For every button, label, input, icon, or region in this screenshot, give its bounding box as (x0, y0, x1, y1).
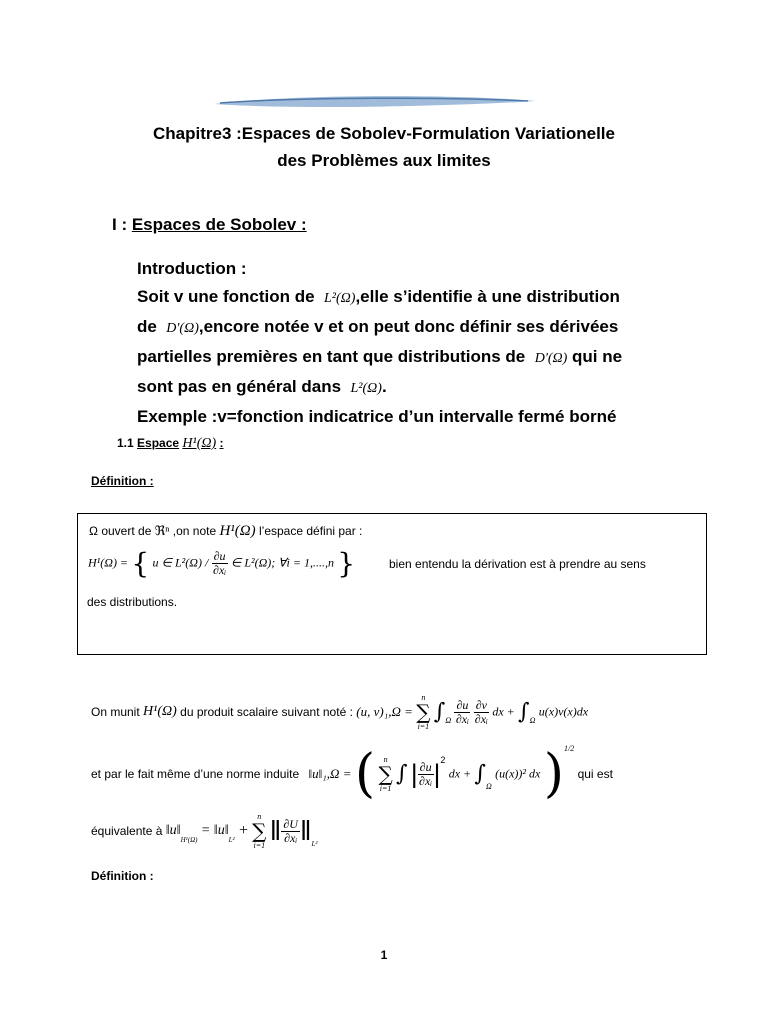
abs-bar: | (433, 758, 441, 789)
frac-numerator: ∂U (283, 816, 298, 831)
introduction-block (137, 255, 697, 431)
intro-line-4 (137, 373, 697, 403)
dx-plus: dx + (448, 766, 472, 781)
frac-denominator: ∂xᵢ (455, 711, 470, 726)
box-line-1 (89, 523, 362, 540)
text: équivalente à (91, 824, 163, 838)
right-brace: } (337, 547, 356, 580)
exponent-half: 1/2 (563, 744, 575, 754)
dx-plus: dx + (492, 704, 515, 719)
math-rn: ℜⁿ (154, 523, 170, 538)
formula-set: u ∈ L²(Ω) / (152, 555, 209, 570)
chapter-title-line2: des Problèmes aux limites (277, 151, 491, 170)
intro-line-1 (137, 283, 697, 313)
intro-text: ,encore notée v et on peut donc définir ses dérivées (198, 317, 619, 336)
frac-denominator: ∂xᵢ (213, 563, 227, 577)
introduction-heading: Introduction : (137, 259, 247, 278)
partial-v (474, 699, 489, 726)
plus-sign: + (238, 822, 249, 839)
sum-upper: n (421, 693, 426, 702)
integral-domain: Ω (445, 716, 452, 726)
norm-term2: (u(x))² dx (495, 766, 541, 781)
norm-sub-h1: H¹(Ω) (180, 836, 198, 845)
partial-u (454, 699, 470, 726)
right-paren: ) (543, 744, 564, 804)
intro-text: de (137, 317, 157, 336)
text: du produit scalaire suivant noté : (180, 705, 353, 719)
norm-symbol: ‖u‖ (165, 823, 181, 838)
frac-numerator: ∂u (419, 759, 432, 774)
chapter-title-line1: Chapitre3 :Espaces de Sobolev-Formulation Variationelle (153, 124, 615, 143)
subsection-heading (117, 436, 224, 452)
frac-denominator: ∂xᵢ (474, 711, 488, 726)
text: On munit (91, 705, 140, 719)
math-h1: H¹(Ω) (219, 523, 256, 539)
partial-u (418, 761, 434, 788)
frac-numerator: ∂u (456, 697, 469, 712)
left-paren: ( (354, 744, 376, 804)
box-text: ,on note (172, 524, 217, 538)
intro-text: ,elle s’identifie à une distribution (355, 287, 620, 306)
page-number: 1 (380, 948, 388, 962)
definition-box (77, 513, 707, 655)
intro-text: Soit v une fonction de (137, 287, 315, 306)
subsection-label: Espace (137, 436, 180, 450)
frac-numerator: ∂v (475, 697, 488, 712)
intro-text: . (381, 377, 387, 396)
formula-lhs: H¹(Ω) = (88, 555, 129, 570)
math-h1: H¹(Ω) (143, 704, 177, 719)
h1-definition-formula (88, 547, 355, 580)
definition-label-2: Définition : (91, 869, 154, 883)
scalar-product-line (91, 693, 588, 731)
intro-example: Exemple :v=fonction indicatrice d’un intervalle fermé borné (137, 407, 617, 426)
frac-denominator: ∂xᵢ (419, 773, 433, 788)
intro-text: sont pas en général dans (137, 377, 342, 396)
sum-symbol: n ∑ i=1 (378, 755, 393, 793)
section-prefix: I : (112, 215, 128, 234)
omega-symbol: Ω (89, 524, 98, 538)
scalar-term2: u(x)v(x)dx (538, 704, 589, 719)
frac-numerator: ∂u (213, 549, 226, 563)
sum-symbol: n ∑ i=1 (252, 812, 267, 850)
sum-upper: n (383, 755, 388, 764)
integral-symbol: ∫ (396, 761, 408, 787)
sum-upper: n (257, 812, 262, 821)
section-label: Espaces de Sobolev : (131, 215, 307, 234)
box-line-3: des distributions. (87, 595, 178, 609)
intro-text: partielles premières en tant que distributions de (137, 347, 526, 366)
box-text: l’espace défini par : (258, 524, 363, 538)
integral-symbol: ∫ (518, 699, 530, 725)
partial-U (281, 818, 300, 845)
math-l2: L²(Ω) (350, 381, 382, 396)
partial-derivative (212, 550, 228, 577)
norm-sub-l2: L² (228, 836, 235, 845)
norm-bars: ‖ (269, 815, 282, 846)
subsection-number: 1.1 (117, 436, 134, 450)
math-dprime: D'(Ω) (166, 321, 199, 336)
formula-condition: ∈ L²(Ω); ∀i = 1,....,n (230, 555, 334, 570)
definition-label-1: Définition : (91, 474, 154, 488)
header-brush-stroke (210, 92, 540, 114)
norm-bars: ‖ (299, 815, 312, 846)
math-l2: L²(Ω) (324, 291, 356, 306)
box-text: ouvert de (101, 524, 152, 538)
math-h1: H¹(Ω) (182, 436, 217, 451)
intro-line-3 (137, 343, 697, 373)
sum-lower: i=1 (417, 722, 430, 731)
integral-symbol: ∫ (474, 761, 486, 787)
frac-denominator: ∂xᵢ (284, 830, 298, 845)
norm-sub-l2: L² (311, 840, 318, 849)
sum-lower: i=1 (253, 841, 266, 850)
subsection-colon: : (219, 436, 224, 450)
sum-lower: i=1 (379, 784, 392, 793)
norm-lhs: ‖u‖₁,Ω = (308, 766, 352, 781)
intro-line-2 (137, 313, 697, 343)
scalar-lhs: (u, v)₁,Ω = (356, 704, 413, 719)
integral-domain: Ω (485, 782, 492, 792)
text: qui est (577, 767, 613, 781)
intro-text: qui ne (572, 347, 623, 366)
integral-domain: Ω (529, 716, 536, 726)
integral-symbol: ∫ (433, 699, 446, 725)
section-heading (112, 215, 307, 235)
norm-line: et par le fait même d’une norme induite ‖u‖₁,Ω = ( n ∑ i=1 ∫ | $\frac{\partial u}{\text{∂xᵢ}}$ $|^2$ dx + $\int_\Omega$ (u(x))² dx )$^{1/2}$ qui est (91, 744, 613, 804)
box-line-2-text: bien entendu la dérivation est à prendre au sens (389, 557, 646, 571)
sum-symbol: n ∑ i=1 (416, 693, 431, 731)
abs-bar: | (410, 758, 418, 789)
math-dprime: D'(Ω) (534, 351, 568, 366)
left-brace: { (131, 547, 150, 580)
equivalence-line (91, 812, 318, 850)
text: et par le fait même d’une norme induite (91, 767, 300, 781)
equals-norm: = ‖u‖ (200, 823, 229, 838)
